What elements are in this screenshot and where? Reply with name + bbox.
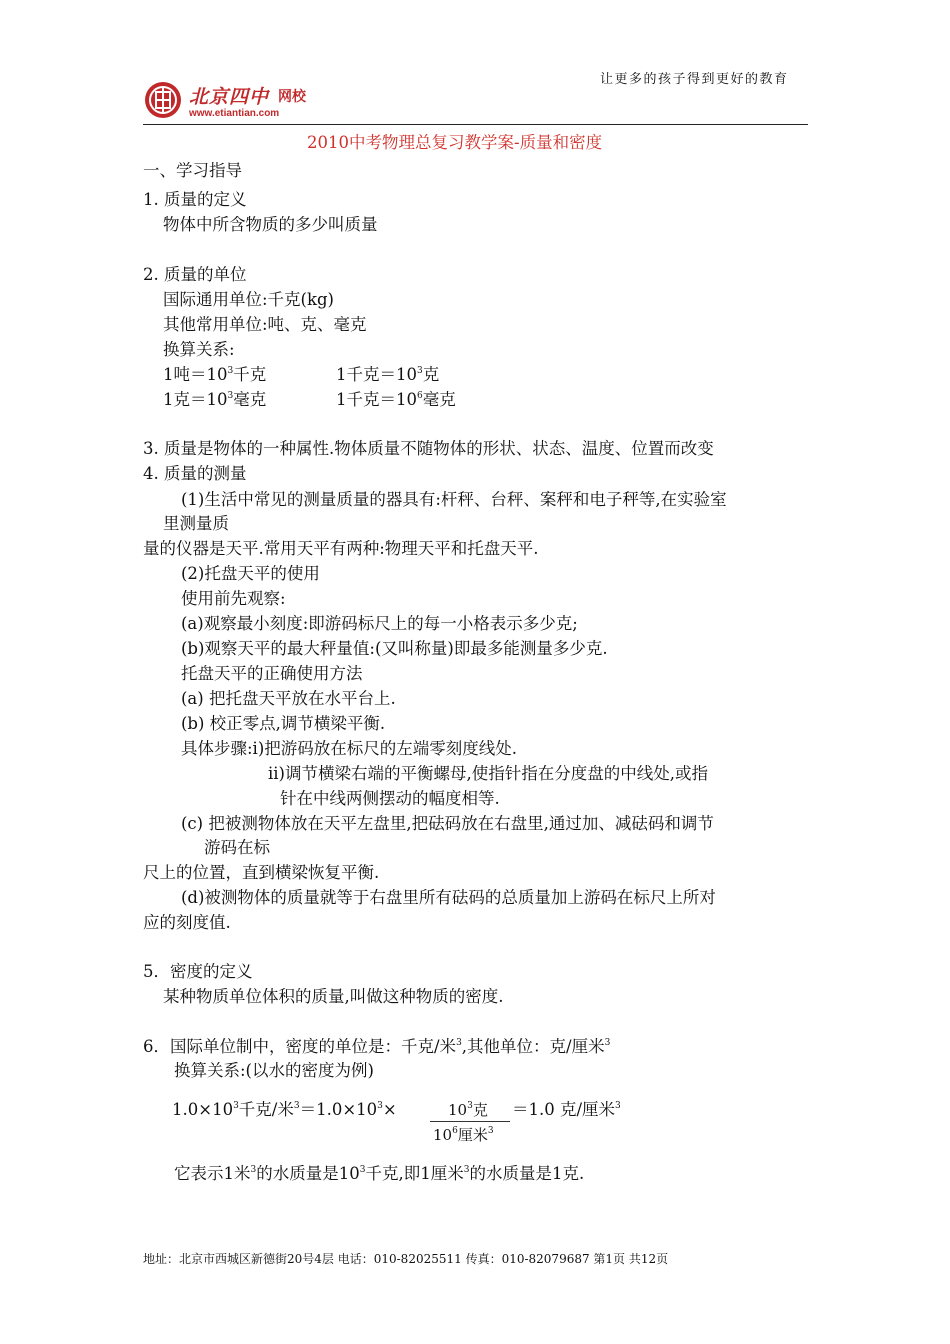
density-formula-right: ＝1.0 克/厘米$^3$ <box>512 1100 621 1119</box>
conversion-kg-g: 1千克$=10^3$克 <box>336 365 440 384</box>
si-unit-text: 国际通用单位:千克(kg) <box>163 290 334 309</box>
header-divider <box>143 124 808 125</box>
observe-max-capacity: (b)观察天平的最大秤量值:(又叫称量)即最多能测量多少克. <box>181 639 608 658</box>
page-footer: 地址：北京市西城区新德街20号4层 电话：010-82025511 传真：010-82079687 第1页 共12页 <box>143 1252 669 1266</box>
observe-before-use: 使用前先观察: <box>181 589 286 608</box>
usage-step-c-1: (c) 把被测物体放在天平左盘里,把砝码放在右盘里,通过加、减砝码和调节 <box>181 814 714 833</box>
document-title: 2010中考物理总复习教学案-质量和密度 <box>307 133 603 152</box>
logo-url: www.etiantian.com <box>189 108 280 119</box>
item-heading-mass-unit: 2. 质量的单位 <box>143 265 247 284</box>
observe-min-scale: (a)观察最小刻度:即游码标尺上的每一小格表示多少克; <box>181 614 578 633</box>
fraction-bar <box>430 1121 510 1122</box>
correct-usage-heading: 托盘天平的正确使用方法 <box>181 664 363 683</box>
logo-emblem-icon <box>143 80 183 120</box>
density-formula-left: $1.0\times 10^3$千克/米$^3=1.0\times 10^3\times$ <box>172 1100 397 1119</box>
density-definition-text: 某种物质单位体积的质量,叫做这种物质的密度. <box>163 987 504 1006</box>
other-units-text: 其他常用单位:吨、克、毫克 <box>163 315 367 334</box>
usage-step-a: (a) 把托盘天平放在水平台上. <box>181 689 396 708</box>
formula-denominator: $10^6$厘米$^3$ <box>433 1126 494 1144</box>
usage-step-d-2: 应的刻度值. <box>143 913 231 932</box>
item-heading-mass-definition: 1. 质量的定义 <box>143 190 247 209</box>
density-conversion-label: 换算关系:(以水的密度为例) <box>174 1061 374 1080</box>
mass-definition-text: 物体中所含物质的多少叫质量 <box>163 215 378 234</box>
usage-step-b: (b) 校正零点,调节横梁平衡. <box>181 714 386 733</box>
header-slogan: 让更多的孩子得到更好的教育 <box>600 72 789 87</box>
conversion-g-mg: 1克$=10^3$毫克 <box>163 390 267 409</box>
formula-numerator: $10^3$克 <box>448 1101 488 1119</box>
instruments-text-2: 里测量质 <box>163 514 229 533</box>
item-heading-density-definition: 5．密度的定义 <box>143 962 253 981</box>
usage-step-d-1: (d)被测物体的质量就等于右盘里所有砝码的总质量加上游码在标尺上所对 <box>181 888 716 907</box>
specific-step-ii-1: ii)调节横梁右端的平衡螺母,使指针指在分度盘的中线处,或指 <box>268 764 708 783</box>
conversion-label: 换算关系: <box>163 340 235 359</box>
item-heading-mass-measurement: 4. 质量的测量 <box>143 464 247 483</box>
density-meaning-text: 它表示1米$^3$的水质量是$10^3$千克,即1厘米$^3$的水质量是1克. <box>174 1164 585 1183</box>
specific-step-i: 具体步骤:i)把游码放在标尺的左端零刻度线处. <box>181 739 518 758</box>
usage-step-c-3: 尺上的位置，直到横梁恢复平衡. <box>143 863 380 882</box>
section-heading: 一、学习指导 <box>143 161 242 180</box>
instruments-text-3: 量的仪器是天平.常用天平有两种:物理天平和托盘天平. <box>143 539 539 558</box>
density-unit-text: 6．国际单位制中，密度的单位是：千克/米$^3$,其他单位：克/厘米$^3$ <box>143 1037 611 1056</box>
site-logo[interactable] <box>143 78 343 122</box>
logo-suffix: 网校 <box>278 89 306 105</box>
conversion-kg-mg: 1千克$=10^6$毫克 <box>336 390 456 409</box>
mass-property-text: 3. 质量是物体的一种属性.物体质量不随物体的形状、状态、温度、位置而改变 <box>143 439 714 458</box>
usage-step-c-2: 游码在标 <box>204 838 270 857</box>
balance-usage-heading: (2)托盘天平的使用 <box>181 564 320 583</box>
instruments-text-1: (1)生活中常见的测量质量的器具有:杆秤、台秤、案秤和电子秤等,在实验室 <box>181 490 727 509</box>
logo-text: 北京四中 <box>189 86 270 108</box>
conversion-ton-kg: 1吨$=10^3$千克 <box>163 365 267 384</box>
specific-step-ii-2: 针在中线两侧摆动的幅度相等. <box>280 789 500 808</box>
